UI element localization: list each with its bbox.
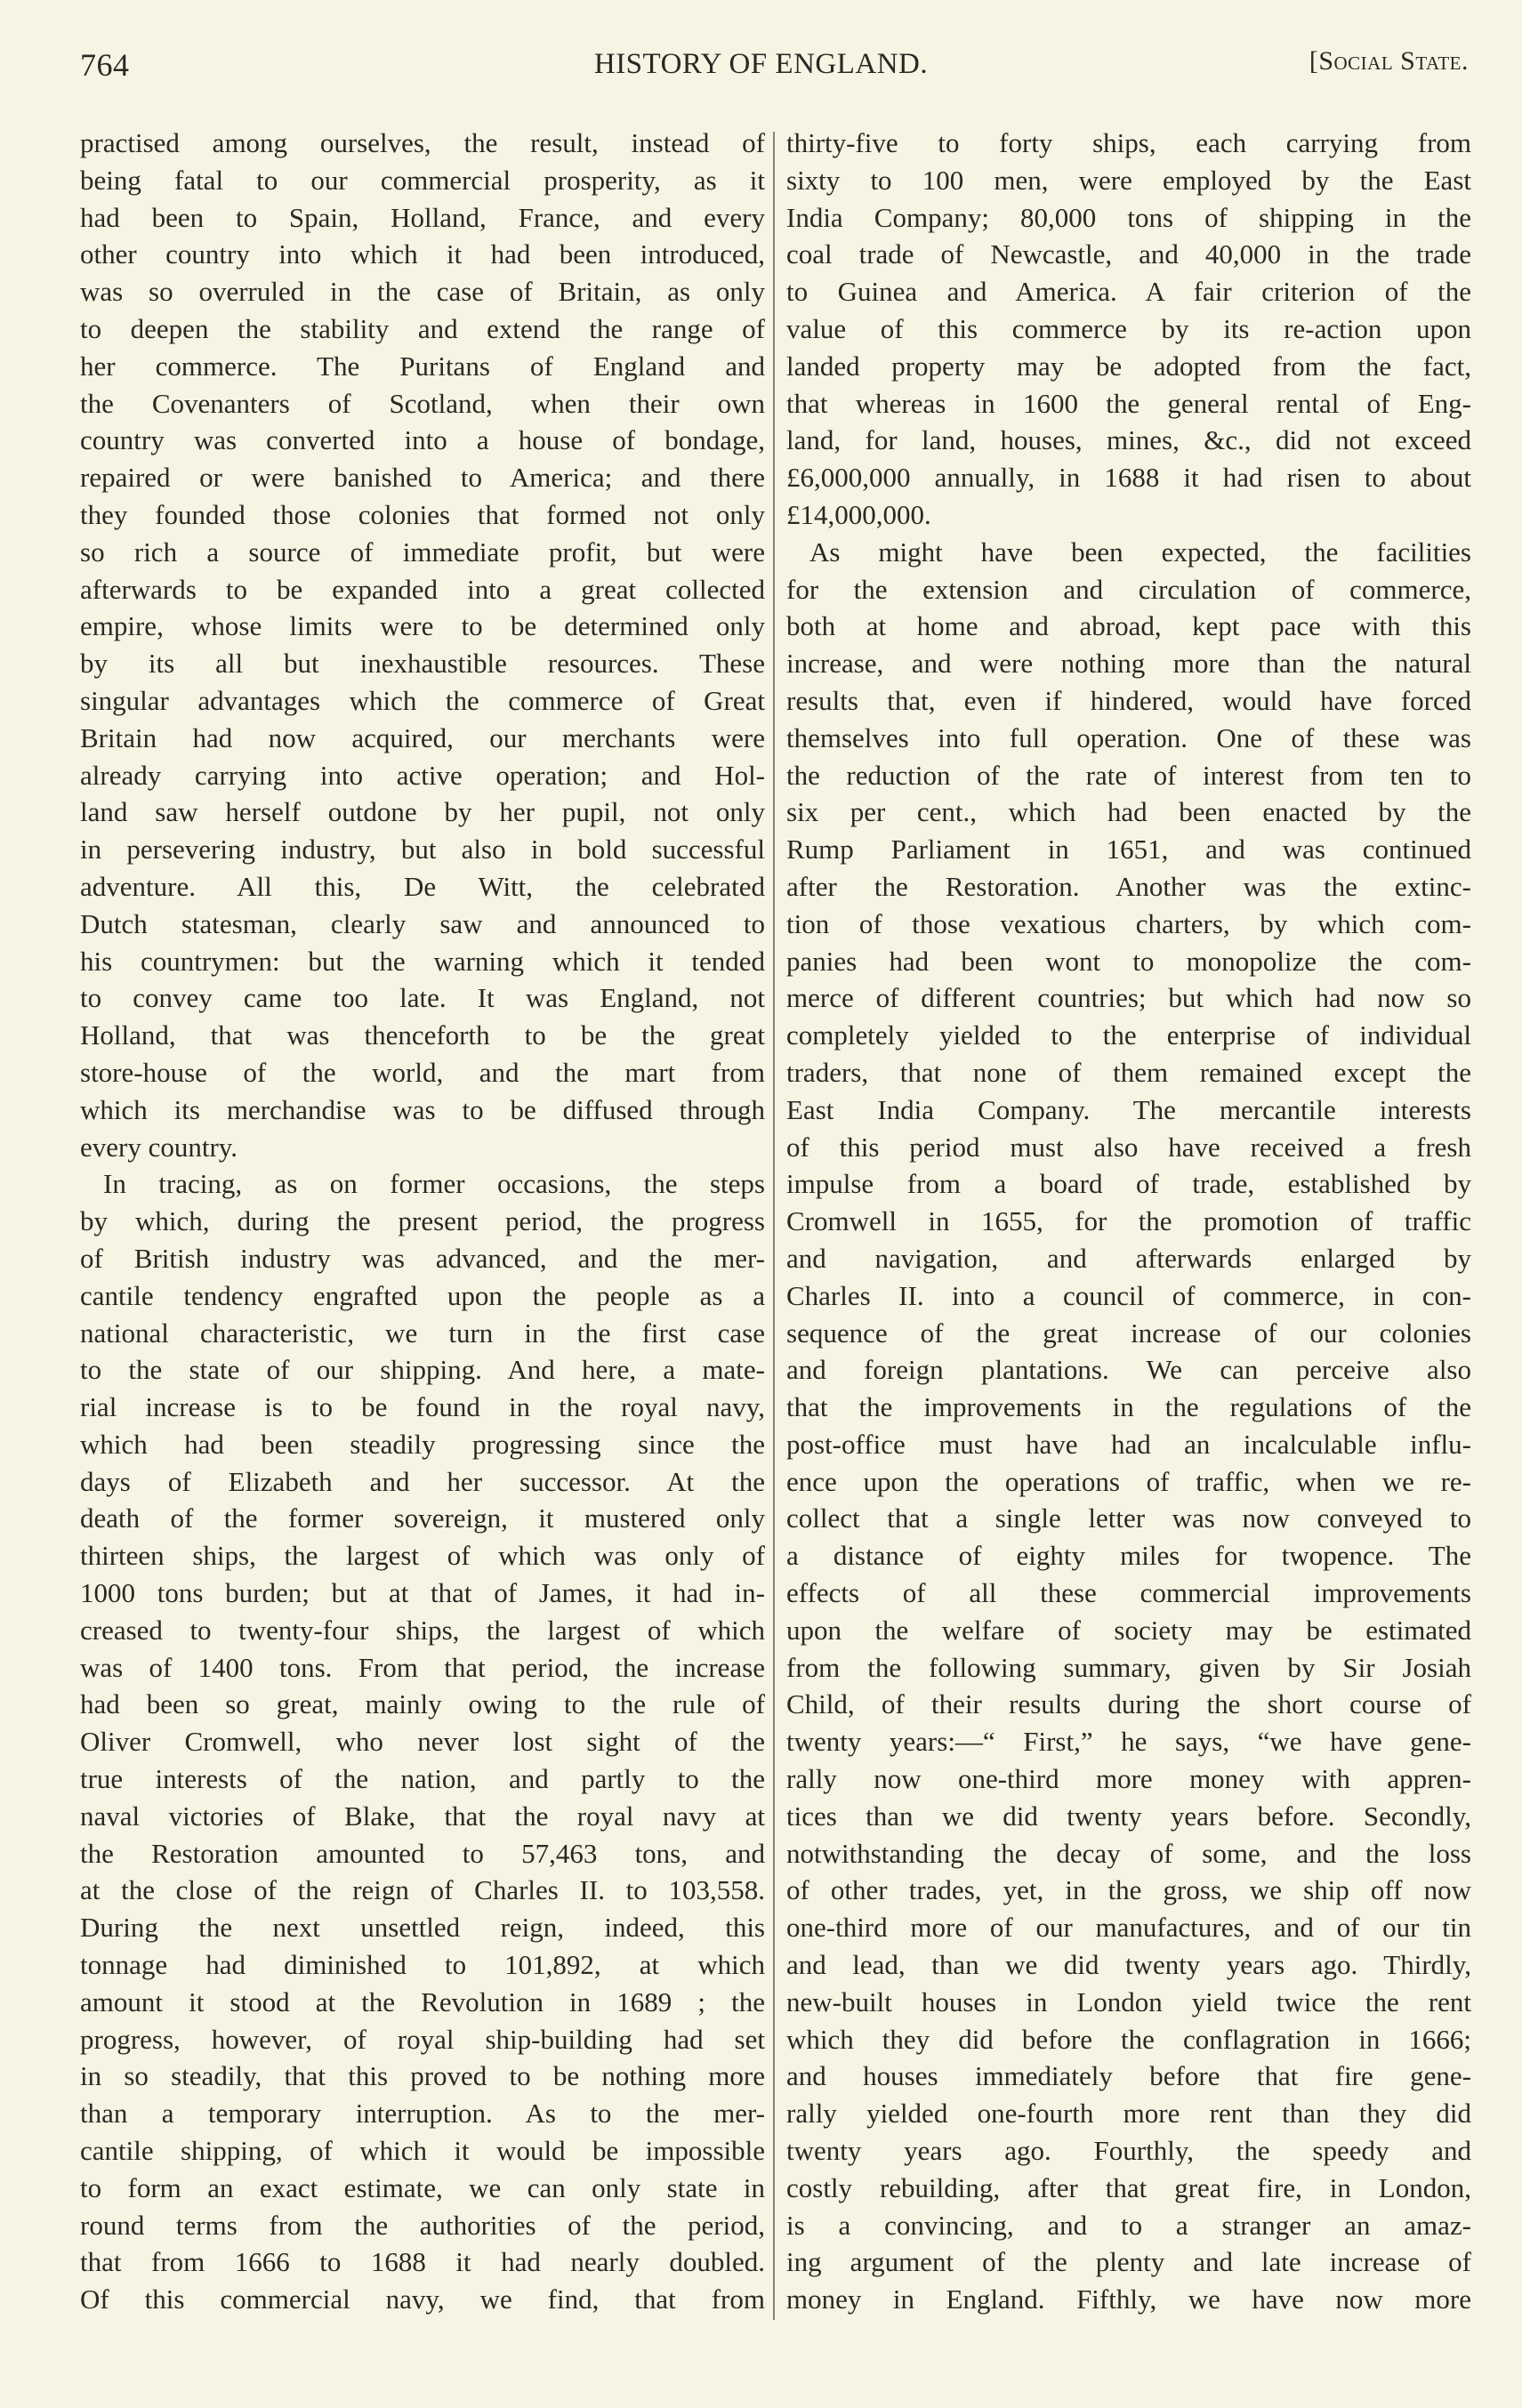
text-line: which they did before the conflagration in 1666; (786, 2023, 1471, 2055)
text-line: In tracing, as on former occasions, the steps (103, 1168, 765, 1200)
text-line: traders, that none of them remained except the (786, 1056, 1471, 1088)
text-line: rally now one-third more money with appren- (786, 1763, 1471, 1795)
text-line: singular advantages which the commerce of Great (80, 684, 765, 716)
text-line: national characteristic, we turn in the first case (80, 1317, 765, 1349)
text-line: which its merchandise was to be diffused through (80, 1093, 765, 1125)
text-line: they founded those colonies that formed not only (80, 498, 765, 530)
text-line: six per cent., which had been enacted by the (786, 796, 1471, 828)
text-line: As might have been expected, the facilities (809, 536, 1471, 568)
text-line: of other trades, yet, in the gross, we ship off now (786, 1874, 1471, 1906)
text-line: the Restoration amounted to 57,463 tons, and (80, 1837, 765, 1869)
text-line: than a temporary interruption. As to the mer- (80, 2098, 765, 2130)
text-line: of this period must also have received a fresh (786, 1131, 1471, 1163)
text-line: the reduction of the rate of interest from ten to (786, 759, 1471, 791)
text-line: East India Company. The mercantile interests (786, 1093, 1471, 1125)
text-line: rial increase is to be found in the royal navy, (80, 1391, 765, 1423)
text-line: rally yielded one-fourth more rent than they did (786, 2098, 1471, 2130)
left-column (80, 125, 765, 2318)
text-line: tonnage had diminished to 101,892, at which (80, 1949, 765, 1981)
text-line: afterwards to be expanded into a great collected (80, 573, 765, 605)
text-line: already carrying into active operation; and Hol- (80, 759, 765, 791)
text-line: days of Elizabeth and her successor. At the (80, 1465, 765, 1497)
text-line: being fatal to our commercial prosperity, as it (80, 164, 765, 196)
text-line: to form an exact estimate, we can only state in (80, 2171, 765, 2203)
text-line: costly rebuilding, after that great fire, in London, (786, 2171, 1471, 2203)
text-line: one-third more of our manufactures, and of our tin (786, 1912, 1471, 1944)
text-line: themselves into full operation. One of these was (786, 721, 1471, 753)
running-title: HISTORY OF ENGLAND. (593, 48, 929, 80)
text-line: India Company; 80,000 tons of shipping in the (786, 201, 1471, 233)
text-line: 1000 tons burden; but at that of James, it had in- (80, 1577, 765, 1609)
text-line: other country into which it had been introduced, (80, 238, 765, 270)
text-line: so rich a source of immediate profit, but were (80, 536, 765, 568)
text-line: that the improvements in the regulations of the (786, 1391, 1471, 1423)
text-line: for the extension and circulation of commerce, (786, 573, 1471, 605)
text-line: every country. (80, 1131, 238, 1163)
text-line: cantile shipping, of which it would be impossible (80, 2135, 765, 2167)
text-line: to the state of our shipping. And here, a mate- (80, 1354, 765, 1386)
text-line: practised among ourselves, the result, instead of (80, 127, 765, 158)
text-line: his countrymen: but the warning which it tended (80, 945, 765, 977)
text-line: thirty-five to forty ships, each carrying from (786, 127, 1471, 158)
paragraph (80, 125, 765, 1165)
text-line: Oliver Cromwell, who never lost sight of the (80, 1726, 765, 1758)
text-line: was of 1400 tons. From that period, the increase (80, 1651, 765, 1683)
text-line: progress, however, of royal ship-building had set (80, 2023, 765, 2055)
text-line: that whereas in 1600 the general rental of Eng- (786, 387, 1471, 419)
text-line: £6,000,000 annually, in 1688 it had risen to about (786, 462, 1471, 494)
text-line: death of the former sovereign, it mustered only (80, 1502, 765, 1534)
right-column (786, 125, 1471, 2318)
text-line: to Guinea and America. A fair criterion of the (786, 276, 1471, 308)
text-line: and houses immediately before that fire gene- (786, 2060, 1471, 2092)
text-line: repaired or were banished to America; and there (80, 462, 765, 494)
paragraph (786, 534, 1471, 2318)
text-line: at the close of the reign of Charles II. to 103,558. (80, 1874, 765, 1906)
text-line: that from 1666 to 1688 it had nearly doubled. (80, 2246, 765, 2278)
text-line: and navigation, and afterwards enlarged by (786, 1242, 1471, 1274)
text-line: of British industry was advanced, and the mer- (80, 1242, 765, 1274)
column-divider (773, 132, 775, 2320)
text-line: money in England. Fifthly, we have now more (786, 2283, 1471, 2315)
text-line: land, for land, houses, mines, &c., did not exceed (786, 424, 1471, 456)
text-line: sequence of the great increase of our colonies (786, 1317, 1471, 1349)
text-line: impulse from a board of trade, established by (786, 1168, 1471, 1200)
text-line: ing argument of the plenty and late increase of (786, 2246, 1471, 2278)
text-line: Rump Parliament in 1651, and was continued (786, 834, 1471, 866)
text-line: sixty to 100 men, were employed by the East (786, 164, 1471, 196)
text-line: Of this commercial navy, we find, that from (80, 2283, 765, 2315)
text-line: Charles II. into a council of commerce, in con- (786, 1279, 1471, 1311)
text-line: increase, and were nothing more than the natural (786, 648, 1471, 680)
text-line: and lead, than we did twenty years ago. Thirdly, (786, 1949, 1471, 1981)
text-line: naval victories of Blake, that the royal navy at (80, 1800, 765, 1832)
text-line: is a convincing, and to a stranger an amaz- (786, 2209, 1471, 2241)
text-line: Britain had now acquired, our merchants were (80, 721, 765, 753)
text-line: twenty years:—“ First,” he says, “we have gene- (786, 1726, 1471, 1758)
text-line: notwithstanding the decay of some, and the loss (786, 1837, 1471, 1869)
text-line: country was converted into a house of bondage, (80, 424, 765, 456)
text-line: Dutch statesman, clearly saw and announced to (80, 907, 765, 939)
text-line: panies had been wont to monopolize the com- (786, 945, 1471, 977)
text-line: thirteen ships, the largest of which was only of (80, 1540, 765, 1572)
text-line: in persevering industry, but also in bold successful (80, 834, 765, 866)
text-line: Child, of their results during the short course of (786, 1688, 1471, 1720)
text-line: the Covenanters of Scotland, when their own (80, 387, 765, 419)
section-heading (1309, 46, 1469, 77)
text-line: £14,000,000. (786, 498, 931, 530)
text-line: coal trade of Newcastle, and 40,000 in the trade (786, 238, 1471, 270)
text-line: was so overruled in the case of Britain, as only (80, 276, 765, 308)
text-line: amount it stood at the Revolution in 1689 ; the (80, 1985, 765, 2017)
paragraph (786, 125, 1471, 534)
page-number: 764 (80, 47, 130, 83)
text-line: Holland, that was thenceforth to be the great (80, 1019, 765, 1051)
text-line: and foreign plantations. We can perceive also (786, 1354, 1471, 1386)
text-line: adventure. All this, De Witt, the celebrated (80, 870, 765, 902)
text-line: both at home and abroad, kept pace with this (786, 610, 1471, 642)
text-line: true interests of the nation, and partly to the (80, 1763, 765, 1795)
text-line: by its all but inexhaustible resources. These (80, 648, 765, 680)
text-line: had been to Spain, Holland, France, and every (80, 201, 765, 233)
text-line: new-built houses in London yield twice the rent (786, 1985, 1471, 2017)
text-line: Cromwell in 1655, for the promotion of traffic (786, 1205, 1471, 1237)
text-line: completely yielded to the enterprise of individual (786, 1019, 1471, 1051)
text-line: results that, even if hindered, would have forced (786, 684, 1471, 716)
text-line: ence upon the operations of traffic, when we re- (786, 1465, 1471, 1497)
text-line: merce of different countries; but which had now so (786, 982, 1471, 1014)
text-line: round terms from the authorities of the period, (80, 2209, 765, 2241)
text-line: tion of those vexatious charters, by which com- (786, 907, 1471, 939)
text-line: upon the welfare of society may be estimated (786, 1614, 1471, 1646)
text-line: cantile tendency engrafted upon the people as a (80, 1279, 765, 1311)
text-line: land saw herself outdone by her pupil, not only (80, 796, 765, 828)
text-line: a distance of eighty miles for twopence. The (786, 1540, 1471, 1572)
text-line: value of this commerce by its re-action upon (786, 312, 1471, 344)
text-line: tices than we did twenty years before. Secondly, (786, 1800, 1471, 1832)
text-line: from the following summary, given by Sir Josiah (786, 1651, 1471, 1683)
text-line: effects of all these commercial improvements (786, 1577, 1471, 1609)
text-line: which had been steadily progressing since the (80, 1428, 765, 1460)
section-heading-text: [Social State. (1309, 46, 1469, 76)
text-line: During the next unsettled reign, indeed, this (80, 1912, 765, 1944)
text-line: empire, whose limits were to be determined only (80, 610, 765, 642)
text-line: twenty years ago. Fourthly, the speedy and (786, 2135, 1471, 2167)
text-line: had been so great, mainly owing to the rule of (80, 1688, 765, 1720)
text-line: store-house of the world, and the mart from (80, 1056, 765, 1088)
text-line: landed property may be adopted from the fact, (786, 350, 1471, 382)
text-line: after the Restoration. Another was the extinc- (786, 870, 1471, 902)
text-line: by which, during the present period, the progress (80, 1205, 765, 1237)
text-line: to deepen the stability and extend the range of (80, 312, 765, 344)
text-line: creased to twenty-four ships, the largest of which (80, 1614, 765, 1646)
text-line: in so steadily, that this proved to be nothing more (80, 2060, 765, 2092)
text-line: collect that a single letter was now conveyed to (786, 1502, 1471, 1534)
text-line: to convey came too late. It was England, not (80, 982, 765, 1014)
paragraph (80, 1165, 765, 2318)
text-line: post-office must have had an incalculable influ- (786, 1428, 1471, 1460)
text-line: her commerce. The Puritans of England and (80, 350, 765, 382)
